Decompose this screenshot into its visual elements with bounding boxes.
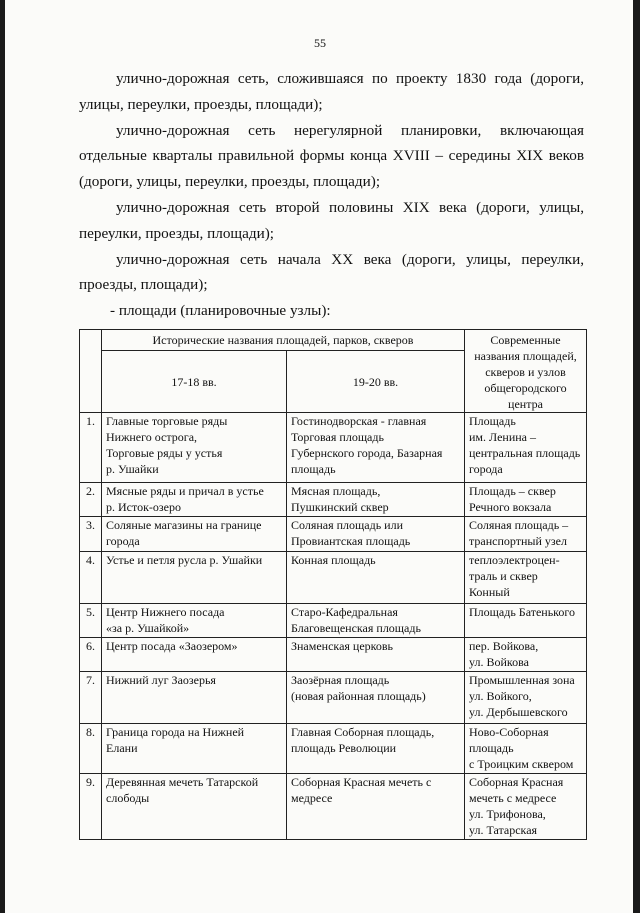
cell-17-18: Соляные магазины на границе города [102, 517, 287, 552]
row-number: 9. [80, 774, 102, 840]
cell-19-20: Гостинодворская - главная Торговая площадь Губернского города, Базарная площадь [287, 413, 465, 483]
row-number: 5. [80, 604, 102, 638]
cell-17-18: Устье и петля русла р. Ушайки [102, 552, 287, 604]
row-number: 2. [80, 483, 102, 517]
table-row [80, 638, 587, 672]
cell-modern: Площадь Батенького [465, 604, 587, 638]
cell-19-20: Старо-Кафедральная Благовещенская площадь [287, 604, 465, 638]
cell-17-18: Центр посада «Заозером» [102, 638, 287, 672]
row-number: 3. [80, 517, 102, 552]
cell-17-18: Нижний луг Заозерья [102, 672, 287, 724]
table-row [80, 483, 587, 517]
header-number-cell [80, 330, 102, 413]
cell-19-20: Знаменская церковь [287, 638, 465, 672]
table-row [80, 413, 587, 483]
cell-modern: Ново-Соборная площадь с Троицким сквером [465, 724, 587, 774]
cell-19-20: Заозёрная площадь (новая районная площадь) [287, 672, 465, 724]
row-number: 1. [80, 413, 102, 483]
cell-17-18: Мясные ряды и причал в устье р. Исток-озеро [102, 483, 287, 517]
paragraph: улично-дорожная сеть второй половины XIX века (дороги, улицы, переулки, проезды, площади); [79, 198, 584, 242]
table-body [80, 413, 587, 840]
row-number: 6. [80, 638, 102, 672]
cell-17-18: Граница города на Нижней Елани [102, 724, 287, 774]
table-row [80, 724, 587, 774]
header-historical: Исторические названия площадей, парков, скверов [102, 330, 465, 351]
table-row [80, 604, 587, 638]
table-row [80, 672, 587, 724]
paragraph: - площади (планировочные узлы): [110, 302, 331, 320]
paragraph: улично-дорожная сеть начала XX века (дороги, улицы, переулки, проезды, площади); [79, 250, 584, 294]
cell-modern: пер. Войкова, ул. Войкова [465, 638, 587, 672]
cell-17-18: Центр Нижнего посада «за р. Ушайкой» [102, 604, 287, 638]
cell-19-20: Мясная площадь, Пушкинский сквер [287, 483, 465, 517]
paragraph: улично-дорожная сеть нерегулярной планировки, включающая отдельные кварталы правильной формы конца XVIII – середины XIX веков (дороги, улицы, переулки, проезды, площади); [79, 121, 584, 191]
table-row [80, 517, 587, 552]
header-col-19-20: 19-20 вв. [287, 351, 465, 413]
row-number: 4. [80, 552, 102, 604]
cell-19-20: Соляная площадь или Провиантская площадь [287, 517, 465, 552]
row-number: 7. [80, 672, 102, 724]
page-number: 55 [314, 36, 326, 50]
header-modern: Современные названия площадей, скверов и узлов общегородского центра [465, 330, 587, 413]
cell-17-18: Главные торговые ряды Нижнего острога, Торговые ряды у устья р. Ушайки [102, 413, 287, 483]
cell-modern: Площадь – сквер Речного вокзала [465, 483, 587, 517]
paragraph: улично-дорожная сеть, сложившаяся по проекту 1830 года (дороги, улицы, переулки, проезды, площади); [79, 70, 584, 113]
cell-modern: Соборная Красная мечеть с медресе ул. Трифонова, ул. Татарская [465, 774, 587, 840]
table-header-row [80, 330, 587, 351]
header-col-17-18: 17-18 вв. [102, 351, 287, 413]
cell-17-18: Деревянная мечеть Татарской слободы [102, 774, 287, 840]
cell-modern: теплоэлектроцен- траль и сквер Конный [465, 552, 587, 604]
cell-19-20: Соборная Красная мечеть с медресе [287, 774, 465, 840]
squares-table [79, 329, 587, 840]
cell-19-20: Главная Соборная площадь, площадь Революции [287, 724, 465, 774]
table-row [80, 552, 587, 604]
cell-modern: Соляная площадь – транспортный узел [465, 517, 587, 552]
cell-modern: Площадь им. Ленина – центральная площадь города [465, 413, 587, 483]
cell-modern: Промышленная зона ул. Войкого, ул. Дербышевского [465, 672, 587, 724]
body-text [79, 66, 584, 324]
table-row [80, 774, 587, 840]
cell-19-20: Конная площадь [287, 552, 465, 604]
row-number: 8. [80, 724, 102, 774]
